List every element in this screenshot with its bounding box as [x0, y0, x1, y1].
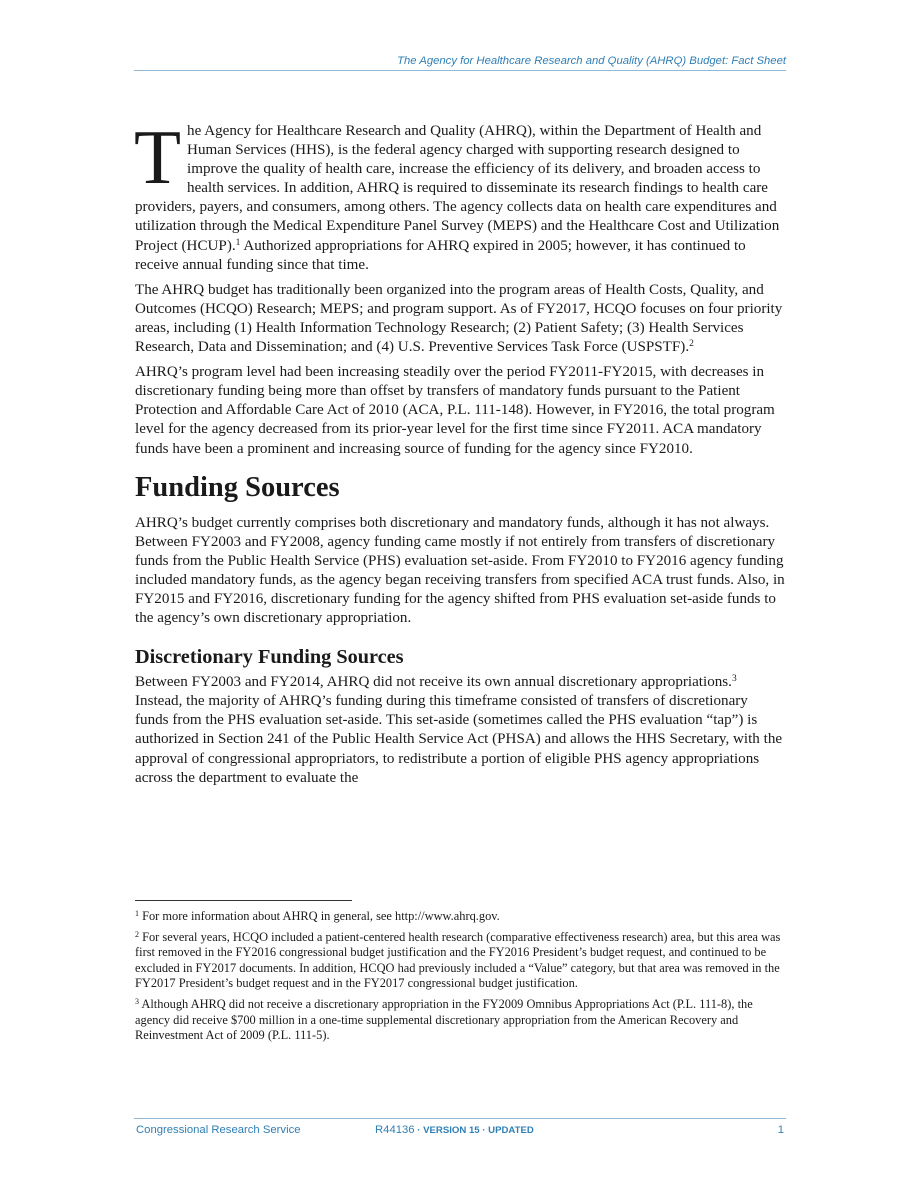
main-content: [134, 114, 785, 794]
footnote-marker: 2: [135, 929, 139, 939]
drop-cap: T: [134, 114, 182, 200]
footnote-ref-2[interactable]: 2: [689, 339, 694, 350]
intro-text-part1: he Agency for Healthcare Research and Quality (AHRQ), within the Department of Health and Human Services (HHS), is the federal agency charged with supporting research designed to improve the quality of health care, increase the efficiency of its delivery, and broaden access to health services. In addition, AHRQ is required to disseminate its research findings to health care providers, payers, and consumers, among others. The agency collects data on health care expenditures and utilization through the Medical Expenditure Panel Survey (MEPS) and the Healthcare Cost and Utilization Project (HCUP).: [135, 123, 780, 254]
header-divider: [134, 70, 786, 71]
footer-organization: Congressional Research Service: [136, 1124, 301, 1136]
footnotes: [135, 909, 785, 1049]
program-level-paragraph: AHRQ’s program level had been increasing steadily over the period FY2011-FY2015, with decreases in discretionary funding being more than offset by transfers of mandatory funds pursuant to the Patient Protection and Affordable Care Act of 2010 (ACA, P.L. 111-148). However, in FY2016, the total program level for the agency decreased from its prior-year level for the first time since FY2011. ACA mandatory funds have been a prominent and increasing source of funding for the agency since FY2010.: [135, 364, 775, 457]
page-footer: [134, 1124, 786, 1140]
discretionary-text-part1: Between FY2003 and FY2014, AHRQ did not receive its own annual discretionary appropriations.: [135, 674, 732, 691]
page-number: 1: [777, 1124, 784, 1136]
running-header: The Agency for Healthcare Research and Quality (AHRQ) Budget: Fact Sheet: [397, 55, 786, 67]
footnote-ref-3[interactable]: 3: [731, 674, 737, 685]
discretionary-funding-heading: Discretionary Funding Sources: [135, 646, 404, 669]
footer-divider: [134, 1118, 786, 1119]
footer-report-id: [375, 1124, 534, 1136]
footnote-marker: 3: [135, 996, 139, 1006]
para2-text: The AHRQ budget has traditionally been organized into the program areas of Health Costs, Quality, and Outcomes (HCQO) Research; MEPS; and program support. As of FY2017, HCQO focuses on four priority areas, including (1) Health Information Technology Research; (2) Patient Safety; (3) Health Services Research, Data and Dissemination; and (4) U.S. Preventive Services Task Force (USPSTF).: [135, 281, 783, 356]
footnote-text: Although AHRQ did not receive a discretionary appropriation in the FY2009 Omnibus Appropriations Act (P.L. 111-8), the agency did receive $700 million in a one-time supplemental discretionary appropriation from the American Recovery and Reinvestment Act of 2009 (P.L. 111-5).: [135, 996, 753, 1043]
footnote-3: [135, 997, 785, 1044]
footnote-text: For several years, HCQO included a patient-centered health research (comparative effectiveness research) area, but this area was first removed in the FY2016 congressional budget justification and the FY2016 President’s budget request, and continued to be excluded in FY2017 documents. In addition, HCQO had previously included a “Value” category, but that area was removed in the FY2017 President’s budget request and in the FY2017 congressional budget justification.: [135, 929, 781, 991]
discretionary-text-part2: Instead, the majority of AHRQ’s funding during this timeframe consisted of transfers of discretionary funds from the PHS evaluation set-aside. This set-aside (sometimes called the PHS evaluation “tap”) is authorized in Section 241 of the Public Health Service Act (PHSA) and allows the HHS Secretary, with the approval of congressional appropriators, to redistribute a portion of eligible PHS agency appropriations across the department to evaluate the: [135, 693, 783, 786]
funding-sources-paragraph: AHRQ’s budget currently comprises both discretionary and mandatory funds, although it has not always. Between FY2003 and FY2008, agency funding came mostly if not entirely from transfers of discretionary funds from the Public Health Service (PHS) evaluation set-aside. From FY2010 to FY2016 agency funding included mandatory funds, as the agency began receiving transfers from specified ACA trust funds. Also, in FY2015 and FY2016, discretionary funding for the agency shifted from PHS evaluation set-aside funds to the agency’s own discretionary appropriation.: [135, 514, 785, 627]
footnote-marker: 1: [135, 909, 139, 918]
intro-text-part2: Authorized appropriations for AHRQ expired in 2005; however, it has continued to receive annual funding since that time.: [135, 237, 746, 273]
discretionary-funding-paragraph: [135, 673, 785, 788]
report-number: R44136: [375, 1124, 415, 1136]
footnote-divider: [135, 900, 352, 901]
footnote-ref-1[interactable]: 1: [235, 237, 241, 248]
intro-paragraph: [134, 114, 785, 275]
funding-sources-heading: Funding Sources: [135, 471, 340, 503]
budget-organization-paragraph: [135, 281, 785, 357]
footnote-text: For more information about AHRQ in general, see http://www.ahrq.gov.: [139, 909, 500, 923]
report-version: · VERSION 15 · UPDATED: [414, 1125, 534, 1136]
footnote-2: [135, 930, 785, 992]
footnote-1: [135, 909, 785, 925]
